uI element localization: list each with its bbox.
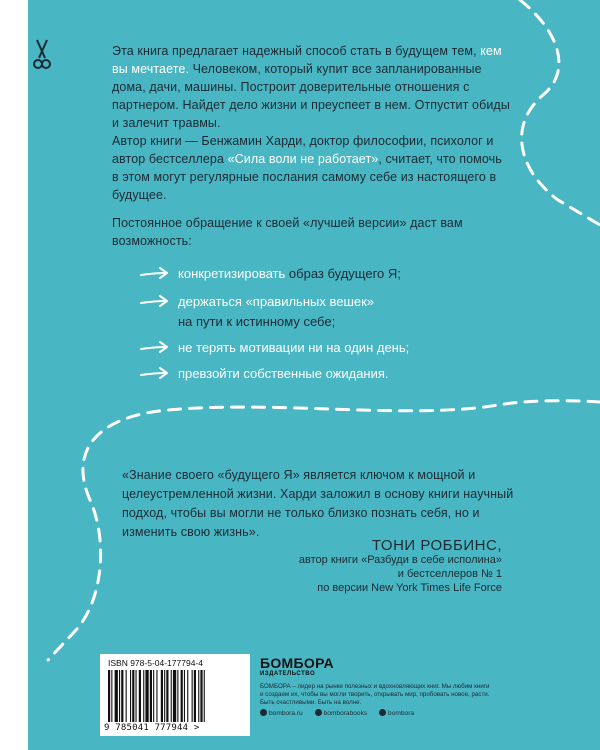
publisher-site-link[interactable]: bombora.ru: [269, 710, 303, 717]
benefits-intro: Постоянное обращение к своей «лучшей версии» даст вам возможность:: [112, 216, 463, 248]
barcode-bar: [198, 670, 199, 722]
barcode-bar: [181, 670, 183, 722]
barcode-bar: [161, 670, 163, 722]
barcode-bar: [194, 670, 196, 722]
barcode-bar: [153, 670, 154, 722]
barcode-bar: [184, 670, 185, 722]
publisher-logo: [260, 656, 334, 678]
benefit-rest: мотивации ни на один день;: [235, 340, 410, 355]
barcode-bar: [156, 670, 157, 722]
barcode-bar: [166, 670, 168, 722]
endorsement-quote: «Знание своего «будущего Я» является ключом к мощной и целеустремленной жизни. Харди заложил в основу книги научный подход, чтобы вы могли не только близко познать себя, но и изменить свою жизнь».: [122, 468, 514, 539]
quote-source: [222, 553, 502, 595]
barcode-bar: [192, 670, 193, 722]
benefit-rest: образ будущего Я;: [285, 266, 401, 281]
isbn-label: ISBN 978-5-04-177794-4: [108, 658, 203, 668]
barcode-bar: [108, 670, 110, 722]
barcode-bar: [145, 670, 148, 722]
barcode-icon: [106, 670, 244, 722]
intro-highlight: кем вы мечтаете.: [112, 44, 502, 76]
barcode-bar: [111, 670, 112, 722]
publisher-vk-link[interactable]: bomborabooks: [323, 710, 368, 717]
barcode-bar: [130, 670, 131, 722]
isbn-block: [100, 654, 250, 736]
barcode-bar: [132, 670, 134, 722]
barcode-bar: [171, 670, 172, 722]
barcode-bar: [187, 670, 188, 722]
intro-paragraph: [112, 42, 512, 132]
publisher-name: БОМБОРА: [260, 655, 334, 671]
quote-author: ТОНИ РОББИНС,: [371, 537, 502, 554]
publisher-tg-link[interactable]: bombora: [388, 710, 415, 717]
telegram-icon: [379, 709, 386, 716]
barcode-bar: [150, 670, 152, 722]
barcode-bar: [200, 670, 202, 722]
arrow-icon: [140, 366, 170, 380]
author-text-start: Автор книги — Бенжамин Харди, доктор философии, психолог и автор бестселлера: [112, 134, 494, 166]
barcode-bar: [126, 670, 127, 722]
back-cover: [28, 0, 600, 750]
vk-icon: [315, 709, 322, 716]
barcode-bar: [204, 670, 205, 722]
author-book-highlight: «Сила воли не работает»: [227, 152, 379, 166]
barcode-bar: [177, 670, 178, 722]
benefit-verb: конкретизировать: [178, 266, 286, 281]
intro-text-start: Эта книга предлагает надежный способ стать в будущем тем,: [112, 44, 481, 58]
barcode-bar: [119, 670, 120, 722]
quote-source-line: и бестселлеров № 1: [397, 568, 502, 580]
benefit-rest: «правильных вешек»: [241, 294, 375, 309]
benefit-verb: не терять: [178, 340, 236, 355]
arrow-icon: [140, 266, 170, 280]
barcode-bar: [136, 670, 137, 722]
publisher-links: [260, 709, 414, 717]
barcode-bar: [173, 670, 176, 722]
barcode-bar: [143, 670, 144, 722]
author-paragraph: [112, 132, 512, 204]
globe-icon: [260, 709, 267, 716]
quote-source-line: по версии New York Times Life Force: [317, 582, 502, 594]
barcode-bar: [139, 670, 141, 722]
benefit-verb: превзойти: [178, 366, 240, 381]
intro-text-end: Человеком, который купит все запланированные дома, дачи, машины. Построит доверительные отношения с партнером. Найдет дело жизни и преуспеет в нем. Отпустит обиды и залечит травмы.: [112, 62, 510, 130]
scissors-icon: [32, 38, 52, 72]
author-text-end: , считает, что помочь в этом могут регулярные послания самому себе из настоящего в будущее.: [112, 152, 502, 202]
barcode-bar: [121, 670, 123, 722]
arrow-icon: [140, 340, 170, 354]
publisher-subtitle: ИЗДАТЕЛЬСТВО: [260, 671, 316, 677]
benefit-item-2-continuation: на пути к истинному себе;: [178, 314, 336, 329]
barcode-bar: [115, 670, 118, 722]
publisher-description: БОМБОРА – лидер на рынке полезных и вдохновляющих книг. Мы любим книги и создаем их, чтобы вы могли творить, открывать мир, пробовать новое, расти. Быть счастливыми. Быть на волне.: [260, 683, 490, 706]
quote-source-line: автор книги «Разбуди в себе исполина»: [298, 554, 502, 566]
barcode-digits: 9 785041 777944 >: [104, 723, 200, 733]
benefit-rest: собственные ожидания.: [239, 366, 389, 381]
benefit-verb: держаться: [178, 294, 242, 309]
barcode-bar: [164, 670, 165, 722]
arrow-icon: [140, 294, 170, 308]
